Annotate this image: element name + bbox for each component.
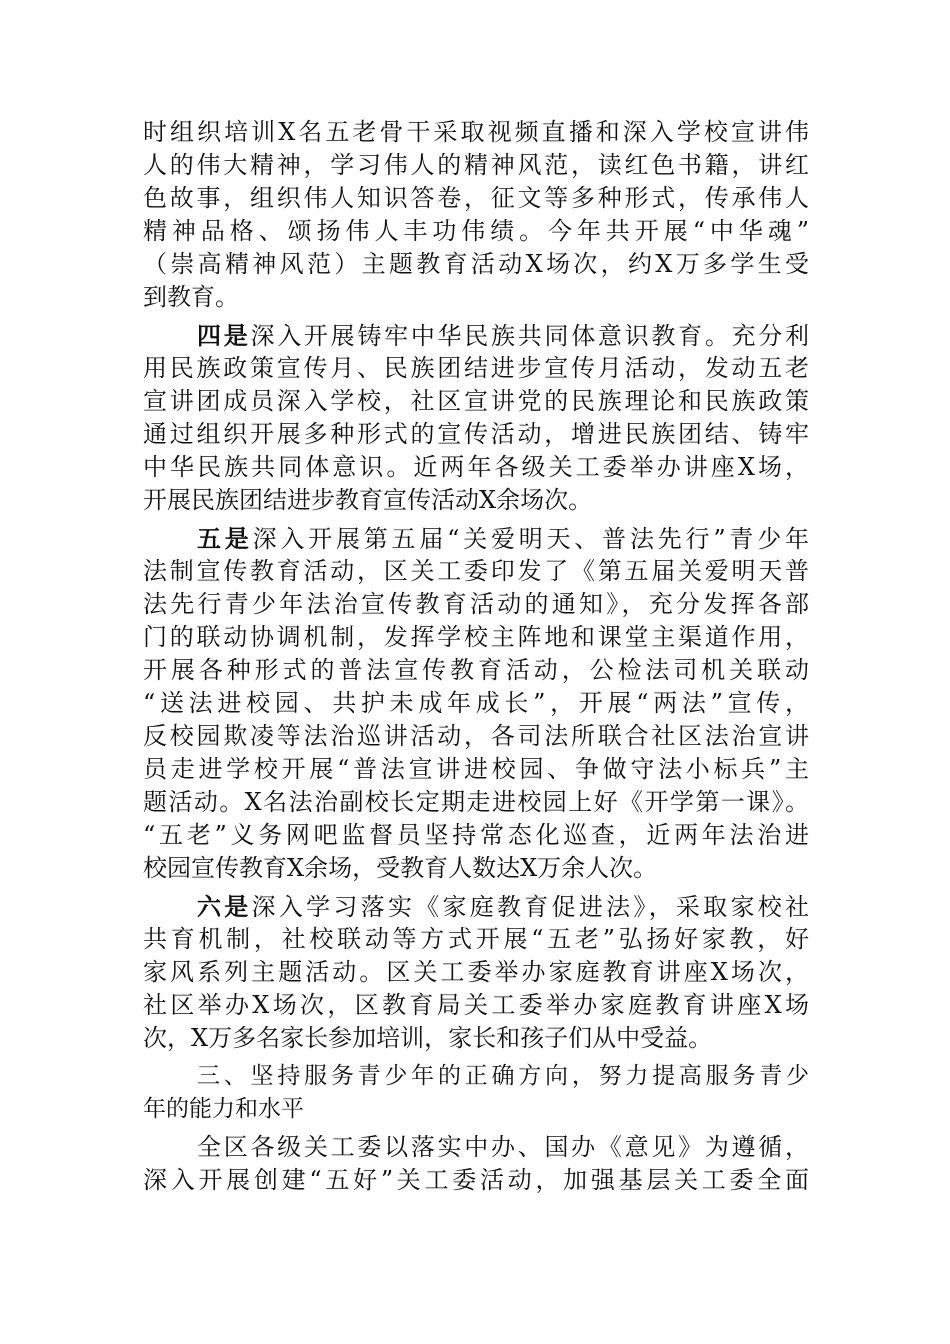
text-line: 时组织培训X名五老骨干采取视频直播和深入学校宣讲伟 bbox=[143, 118, 809, 146]
paragraph-four bbox=[143, 319, 809, 517]
heading-line: 三、坚持服务青少年的正确方向，努力提高服务青少 bbox=[197, 1063, 809, 1089]
section-heading bbox=[143, 1060, 809, 1126]
text-line: 全区各级关工委以落实中办、国办《意见》为遵循， bbox=[197, 1133, 809, 1161]
text-line: 人的伟大精神，学习伟人的精神风范，读红色书籍，讲红 bbox=[143, 151, 809, 179]
text-line: 社区举办X场次，区教育局关工委举办家庭教育讲座X场 bbox=[143, 991, 809, 1019]
document-page bbox=[143, 116, 809, 1197]
paragraph-lead: 五是 bbox=[197, 524, 253, 553]
text-span: 深入开展铸牢中华民族共同体意识教育。充分利 bbox=[250, 322, 810, 350]
text-line: 开展各种形式的普法宣传教育活动，公检法司机关联动 bbox=[143, 656, 809, 684]
text-line: 法先行青少年法治宣传教育活动的通知》，充分发挥各部 bbox=[143, 590, 809, 618]
text-line: 到教育。 bbox=[143, 283, 239, 311]
text-line bbox=[143, 890, 809, 923]
paragraph-section-body bbox=[143, 1131, 809, 1197]
text-line: 法制宣传教育活动，区关工委印发了《第五届关爱明天普 bbox=[143, 557, 809, 585]
text-line: 色故事，组织伟人知识答卷，征文等多种形式，传承伟人 bbox=[143, 184, 809, 212]
text-line: 共育机制，社校联动等方式开展“五老”弘扬好家教，好 bbox=[143, 925, 809, 953]
text-span: 深入开展第五届“关爱明天、普法先行”青少年 bbox=[252, 525, 809, 553]
text-line: “五老”义务网吧监督员坚持常态化巡查，近两年法治进 bbox=[143, 821, 809, 849]
text-line: 题活动。X名法治副校长定期走进校园上好《开学第一课》。 bbox=[143, 788, 809, 816]
text-line: 用民族政策宣传月、民族团结进步宣传月活动，发动五老 bbox=[143, 354, 809, 382]
paragraph-five bbox=[143, 522, 809, 885]
text-line: 开展民族团结进步教育宣传活动X余场次。 bbox=[143, 486, 593, 514]
heading-line: 年的能力和水平 bbox=[143, 1096, 304, 1122]
text-line bbox=[143, 319, 809, 352]
text-line: 深入开展创建“五好”关工委活动，加强基层关工委全面 bbox=[143, 1166, 809, 1194]
paragraph-continuation bbox=[143, 116, 809, 314]
paragraph-lead: 六是 bbox=[197, 892, 252, 921]
text-line: “送法进校园、共护未成年成长”，开展“两法”宣传， bbox=[143, 689, 809, 717]
text-line: （崇高精神风范）主题教育活动X场次，约X万多学生受 bbox=[143, 250, 809, 278]
paragraph-lead: 四是 bbox=[197, 321, 251, 350]
text-line: 家风系列主题活动。区关工委举办家庭教育讲座X场次， bbox=[143, 958, 809, 986]
text-line: 中华民族共同体意识。近两年各级关工委举办讲座X场， bbox=[143, 453, 809, 481]
text-line: 反校园欺凌等法治巡讲活动，各司法所联合社区法治宣讲 bbox=[143, 722, 809, 750]
text-line: 门的联动协调机制，发挥学校主阵地和课堂主渠道作用， bbox=[143, 623, 809, 651]
paragraph-six bbox=[143, 890, 809, 1055]
text-line: 精神品格、颂扬伟人丰功伟绩。今年共开展“中华魂” bbox=[143, 217, 809, 245]
text-line: 宣讲团成员深入学校，社区宣讲党的民族理论和民族政策 bbox=[143, 387, 809, 415]
text-line: 校园宣传教育X余场，受教育人数达X万余人次。 bbox=[143, 854, 658, 882]
text-line: 通过组织开展多种形式的宣传活动，增进民族团结、铸牢 bbox=[143, 420, 809, 448]
text-line: 次，X万多名家长参加培训，家长和孩子们从中受益。 bbox=[143, 1024, 713, 1052]
text-line: 员走进学校开展“普法宣讲进校园、争做守法小标兵”主 bbox=[143, 755, 809, 783]
text-span: 深入学习落实《家庭教育促进法》，采取家校社 bbox=[251, 893, 809, 921]
text-line bbox=[143, 522, 809, 555]
